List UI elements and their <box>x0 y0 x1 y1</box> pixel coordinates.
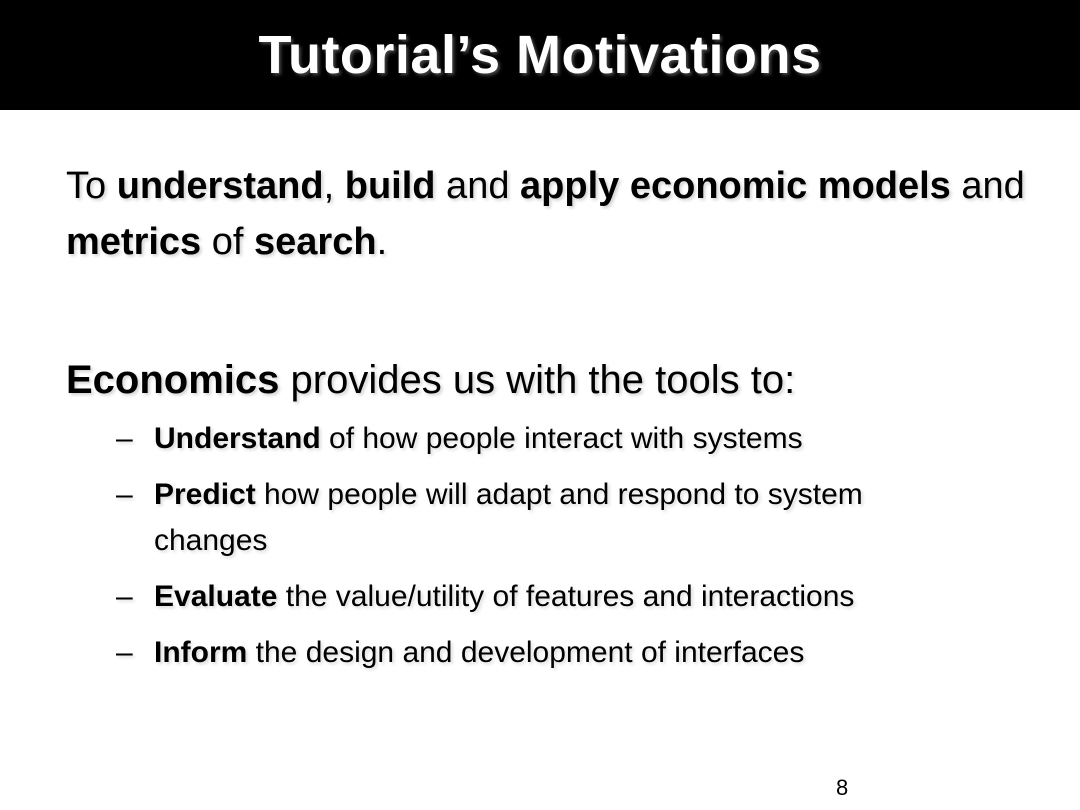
intro-paragraph <box>66 158 1056 270</box>
bullet-text: of how people interact with systems <box>320 422 803 455</box>
bullet-text: the design and development of interfaces <box>247 636 805 669</box>
bullet-bold: Understand <box>154 422 321 455</box>
bullet-bold: Predict <box>154 478 256 511</box>
bullet-bold: Evaluate <box>154 580 278 613</box>
bullet-list <box>66 416 966 676</box>
intro-text-2: , <box>323 165 345 207</box>
intro-bold-understand: understand <box>116 165 324 207</box>
bullet-item <box>66 574 966 620</box>
intro-bold-search: search <box>254 221 377 263</box>
bullet-dash: – <box>116 580 133 613</box>
bullet-item <box>66 416 966 462</box>
intro-text-3: and <box>435 165 521 207</box>
intro-bold-metrics: metrics <box>66 221 202 263</box>
economics-bold: Economics <box>66 358 280 402</box>
slide-content <box>66 158 1056 686</box>
title-bar <box>0 0 1080 110</box>
economics-heading <box>66 352 1056 408</box>
bullet-bold: Inform <box>154 636 248 669</box>
bullet-dash: – <box>116 422 133 455</box>
intro-bold-apply: apply economic models <box>520 165 951 207</box>
intro-text-4: and <box>950 165 1025 207</box>
intro-text-1: To <box>66 165 117 207</box>
bullet-item <box>66 630 966 676</box>
bullet-text: the value/utility of features and interactions <box>277 580 855 613</box>
bullet-dash: – <box>116 636 133 669</box>
bullet-item <box>66 472 966 564</box>
page-number: 8 <box>836 775 849 800</box>
economics-rest: provides us with the tools to: <box>279 358 796 402</box>
intro-text-5: of <box>201 221 255 263</box>
bullet-dash: – <box>116 478 133 511</box>
bullet-text: how people will adapt and respond to system changes <box>154 478 863 557</box>
slide-title: Tutorial’s Motivations <box>258 25 822 85</box>
intro-bold-build: build <box>344 165 436 207</box>
intro-text-6: . <box>376 221 388 263</box>
